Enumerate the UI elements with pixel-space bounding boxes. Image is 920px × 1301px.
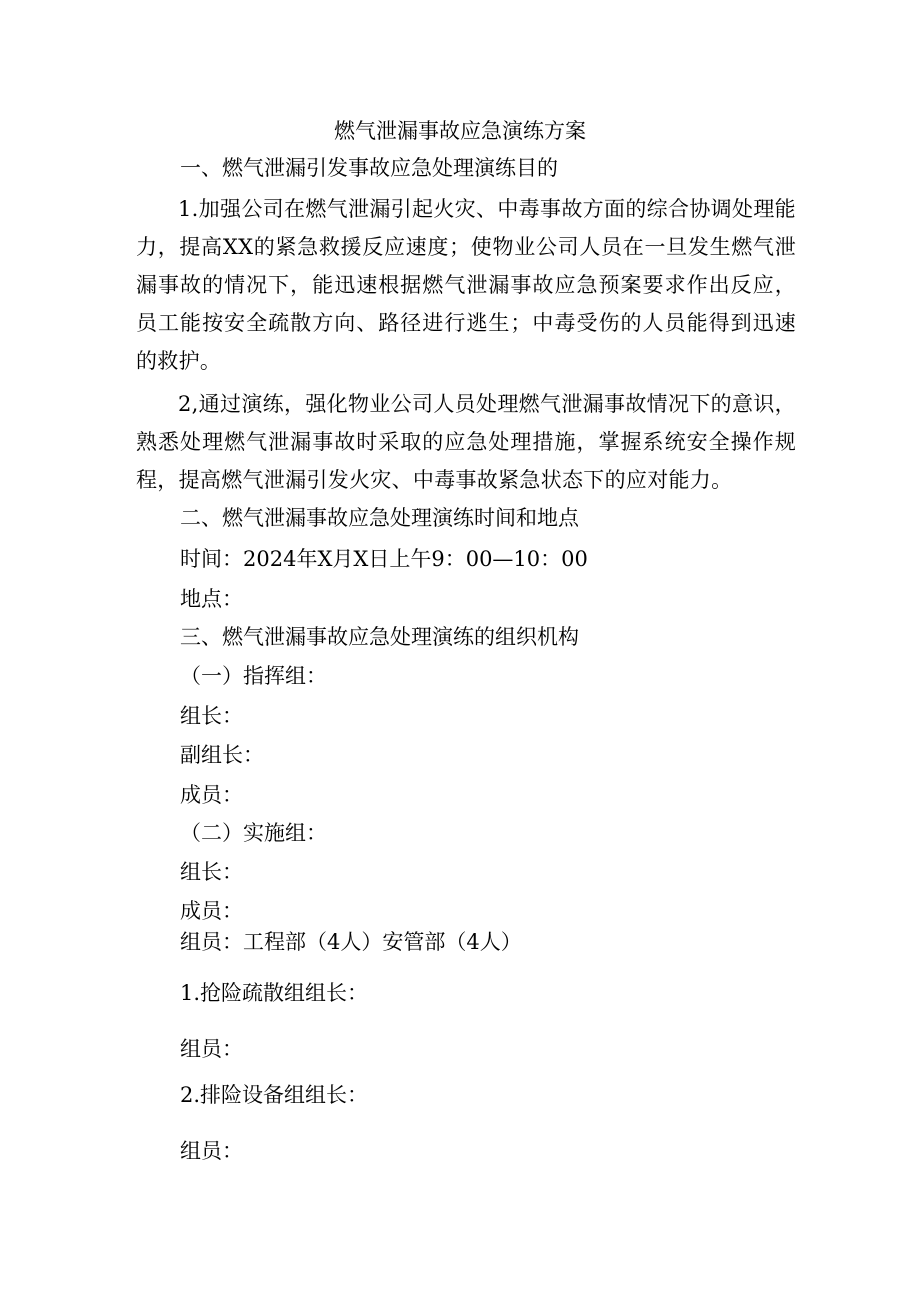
paragraph-purpose-2: 2,通过演练，强化物业公司人员处理燃气泄漏事故情况下的意识，熟悉处理燃气泄漏事故时采取的应急处理措施，掌握系统安全操作规程，提高燃气泄漏引发火灾、中毒事故紧急状态下的应对能力。 <box>136 392 796 492</box>
rescue-evacuation-staff: 组员： <box>180 1037 243 1061</box>
section-heading-time-place: 二、燃气泄漏事故应急处理演练时间和地点 <box>180 506 579 530</box>
section-heading-organization: 三、燃气泄漏事故应急处理演练的组织机构 <box>180 625 579 649</box>
document-title: 燃气泄漏事故应急演练方案 <box>334 119 586 143</box>
paragraph-purpose-1: 1.加强公司在燃气泄漏引起火灾、中毒事故方面的综合协调处理能力，提高XX的紧急救援反应速度；使物业公司人员在一旦发生燃气泄漏事故的情况下，能迅速根据燃气泄漏事故应急预案要求作出反应，员工能按安全疏散方向、路径进行逃生；中毒受伤的人员能得到迅速的救护。 <box>136 197 796 373</box>
equipment-group-staff: 组员： <box>180 1139 243 1163</box>
command-group-heading: （一）指挥组： <box>180 664 327 688</box>
command-group-deputy: 副组长： <box>180 743 264 767</box>
implementation-group-staff: 组员：工程部（4人）安管部（4人） <box>180 930 522 954</box>
command-group-members: 成员： <box>180 783 243 807</box>
equipment-group-leader: 2.排险设备组组长： <box>180 1083 369 1107</box>
section-heading-purpose: 一、燃气泄漏引发事故应急处理演练目的 <box>180 156 558 180</box>
implementation-group-heading: （二）实施组： <box>180 821 327 845</box>
place-line: 地点： <box>180 587 243 611</box>
time-line: 时间：2024年X月X日上午9：00—10：00 <box>180 547 588 571</box>
implementation-group-leader: 组长： <box>180 860 243 884</box>
rescue-evacuation-leader: 1.抢险疏散组组长： <box>180 981 369 1005</box>
command-group-leader: 组长： <box>180 704 243 728</box>
implementation-group-members: 成员： <box>180 899 243 923</box>
